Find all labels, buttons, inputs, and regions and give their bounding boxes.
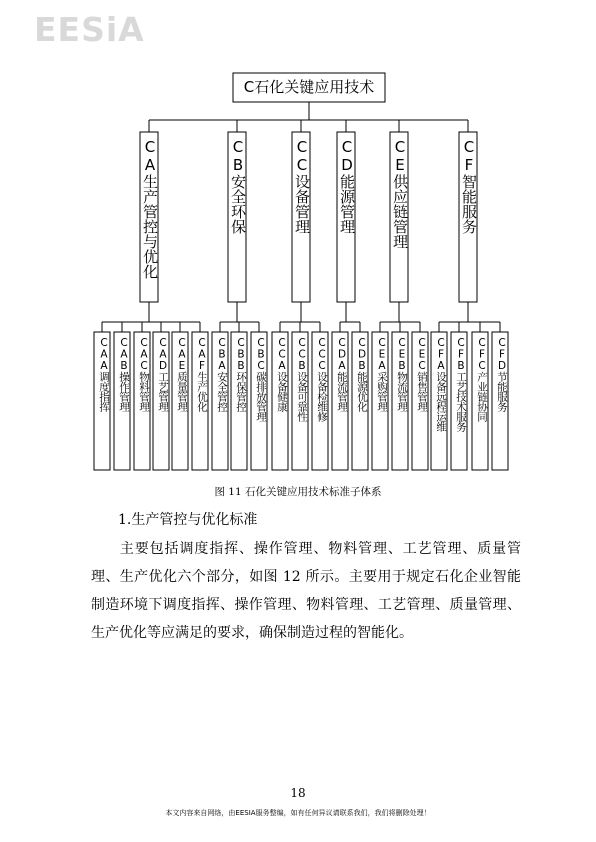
figure-caption: 图 11 石化关键应用技术标准子体系 — [214, 486, 382, 498]
diagram-root-label: C石化关键应用技术 — [243, 78, 375, 96]
leaf-label: CDB能源优化 — [356, 337, 368, 412]
leaf-label: CFC产业链协同 — [476, 337, 488, 422]
leaf-label: CBB环保管控 — [235, 337, 247, 412]
category-label: CD能源管理 — [338, 138, 356, 234]
leaf-label: CCB设备可靠性 — [296, 337, 308, 422]
category-label: CC设备管理 — [293, 138, 311, 234]
leaf-label: CEC销售管理 — [416, 337, 428, 412]
leaf-label: CAE质量管理 — [176, 337, 188, 412]
page-number: 18 — [290, 786, 306, 800]
leaf-label: CBC碳排放管理 — [255, 337, 267, 422]
leaf-label: CCA设备健康 — [276, 337, 288, 412]
section-heading: 1.生产管控与优化标准 — [118, 512, 258, 528]
category-label: CB安全环保 — [229, 138, 247, 234]
category-label: CF智能服务 — [460, 138, 478, 234]
footer-disclaimer: 本文内容来自网络，由EESIA服务整编，如有任何异议请联系我们，我们将删除处理！ — [165, 809, 431, 817]
leaf-label: CFD节能服务 — [496, 337, 508, 412]
leaf-label: CAA调度指挥 — [98, 337, 110, 412]
leaf-label: CFB工艺技术服务 — [455, 337, 467, 432]
body-paragraph — [91, 535, 521, 647]
leaf-label: CEA采购管理 — [376, 337, 388, 412]
category-label: CA生产管控与优化 — [141, 138, 159, 279]
body-paragraph-text: 主要包括调度指挥、操作管理、物料管理、工艺管理、质量管理、生产优化六个部分，如图 12 所示。主要用于规定石化企业智能制造环境下调度指挥、操作管理、物料管理、工艺管理、质量管理、生产优化等应满足的要求，确保制造过程的智能化。 — [91, 541, 521, 641]
category-label: CE供应链管理 — [391, 138, 409, 249]
eesia-logo: EESiA — [34, 10, 145, 49]
leaf-label: CAD工艺管理 — [157, 337, 169, 412]
leaf-label: CCC设备检维修 — [316, 337, 328, 422]
leaf-label: CAB操作管理 — [118, 337, 130, 412]
leaf-label: CAC物料管理 — [138, 337, 150, 412]
leaf-label: CEB物流管理 — [396, 337, 408, 412]
leaf-label: CDA能流管理 — [336, 337, 348, 412]
leaf-label: CAF生产优化 — [196, 337, 208, 412]
leaf-label: CFA设备远程运维 — [435, 337, 447, 432]
leaf-label: CBA安全管控 — [216, 337, 228, 412]
